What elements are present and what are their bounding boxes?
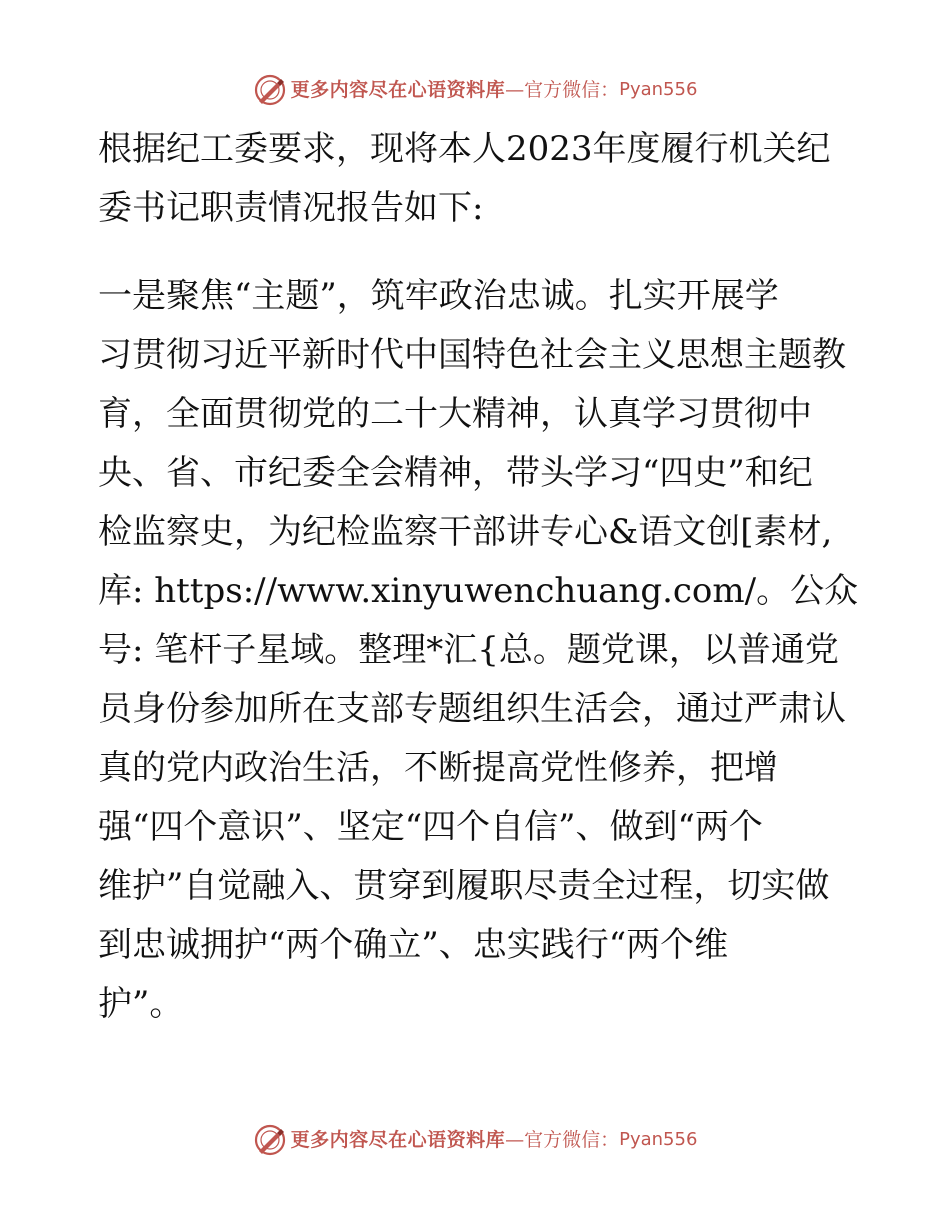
body-line: 维护”自觉融入、贯穿到履职尽责全过程，切实做 <box>98 866 830 906</box>
report-body <box>98 120 858 1034</box>
body-line: 根据纪工委要求，现将本人2023年度履行机关纪 <box>98 129 831 169</box>
body-line: 委书记职责情况报告如下: <box>98 188 484 228</box>
body-line: 护”。 <box>98 984 184 1024</box>
banner-wechat-id: Pyan556 <box>619 79 698 100</box>
banner-main-text: 更多内容尽在心语资料库 <box>290 1129 506 1151</box>
body-line: 强“四个意识”、坚定“四个自信”、做到“两个 <box>98 807 763 847</box>
banner-wechat-label: 官方微信： <box>524 1129 620 1151</box>
body-line: 真的党内政治生活，不断提高党性修养，把增 <box>98 748 778 788</box>
body-line: 一是聚焦“主题”，筑牢政治忠诚。扎实开展学 <box>98 276 779 316</box>
body-line: 库: https://www.xinyuwenchuang.com/。公众 <box>98 571 858 611</box>
body-line: 央、省、市纪委全会精神，带头学习“四史”和纪 <box>98 453 813 493</box>
pen-logo-icon <box>253 73 287 107</box>
banner-dash: — <box>505 1129 525 1151</box>
banner-dash: — <box>505 79 525 101</box>
body-line: 检监察史，为纪检监察干部讲专心&语文创[素材, <box>98 512 833 552</box>
banner-main-text: 更多内容尽在心语资料库 <box>290 79 506 101</box>
body-line: 习贯彻习近平新时代中国特色社会主义思想主题教 <box>98 335 846 375</box>
body-line: 员身份参加所在支部专题组织生活会，通过严肃认 <box>98 689 846 729</box>
body-line: 号: 笔杆子星域。整理*汇{总。题党课，以普通党 <box>98 630 839 670</box>
pen-logo-icon <box>253 1123 287 1157</box>
banner-wechat-label: 官方微信： <box>524 79 620 101</box>
banner-wechat-id: Pyan556 <box>619 1129 698 1150</box>
header-watermark-banner <box>0 70 950 110</box>
footer-watermark-banner <box>0 1120 950 1160</box>
body-line: 育，全面贯彻党的二十大精神，认真学习贯彻中 <box>98 394 812 434</box>
body-line: 到忠诚拥护“两个确立”、忠实践行“两个维 <box>98 925 729 965</box>
paragraph-gap <box>98 238 858 267</box>
